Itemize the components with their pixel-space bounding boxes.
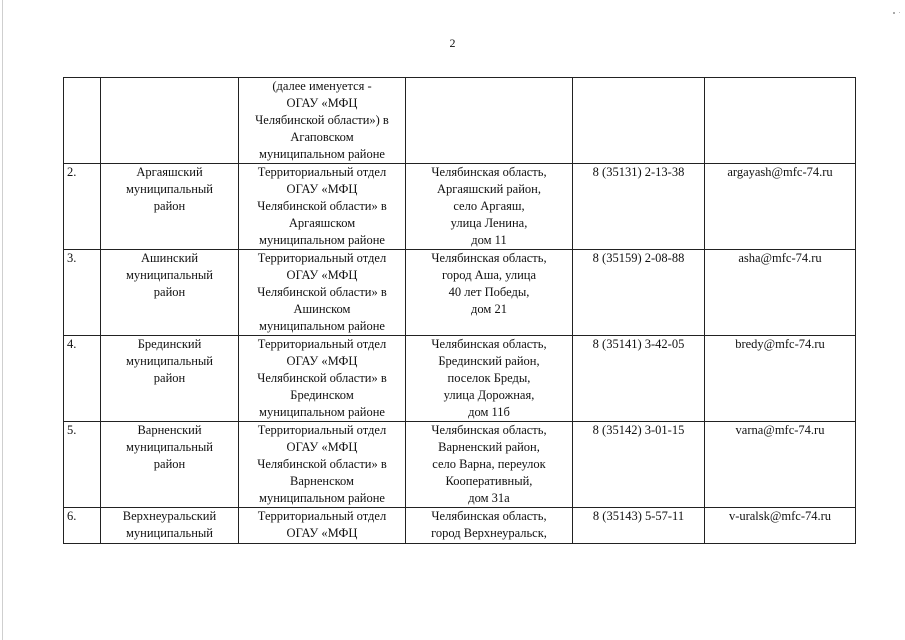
scan-speck xyxy=(899,12,900,13)
scan-speck xyxy=(893,12,895,14)
email-cell xyxy=(705,78,856,164)
district-name-cell-line: Брединский xyxy=(137,337,202,351)
phone-cell: 8 (35142) 3-01-15 xyxy=(573,422,705,508)
address-cell-line: Аргаяшский район, xyxy=(436,182,541,196)
department-cell-line: муниципальном районе xyxy=(259,147,385,161)
district-name-cell-line: район xyxy=(153,199,186,213)
address-cell-line: поселок Бреды, xyxy=(447,371,531,385)
district-name-cell-line: Аргаяшский xyxy=(136,165,203,179)
address-cell-line: Челябинская область, xyxy=(431,337,547,351)
table-row xyxy=(64,336,856,422)
table-row xyxy=(64,164,856,250)
department-cell-line: ОГАУ «МФЦ xyxy=(286,268,358,282)
address-cell-line: Челябинская область, xyxy=(431,251,547,265)
district-name-cell xyxy=(101,78,239,164)
department-cell-line: Челябинской области» в xyxy=(257,371,387,385)
address-cell-line: Кооперативный, xyxy=(445,474,533,488)
row-number-cell: 5. xyxy=(64,422,101,508)
email-cell: asha@mfc-74.ru xyxy=(705,250,856,336)
row-number-cell xyxy=(64,78,101,164)
phone-cell: 8 (35141) 3-42-05 xyxy=(573,336,705,422)
department-cell xyxy=(239,336,406,422)
address-cell-line: Челябинская область, xyxy=(431,423,547,437)
department-cell-line: муниципальном районе xyxy=(259,319,385,333)
department-cell-line: Челябинской области» в xyxy=(257,457,387,471)
mfc-offices-table xyxy=(63,77,856,544)
department-cell-line: Территориальный отдел xyxy=(257,337,387,351)
department-cell-line: муниципальном районе xyxy=(259,405,385,419)
district-name-cell-line: муниципальный xyxy=(126,182,213,196)
department-cell-line: Агаповском xyxy=(290,130,354,144)
address-cell xyxy=(406,164,573,250)
address-cell-line: дом 11б xyxy=(468,405,510,419)
address-cell-line: дом 11 xyxy=(471,233,507,247)
department-cell-line: ОГАУ «МФЦ xyxy=(286,526,358,540)
department-cell-line: Челябинской области» в xyxy=(257,199,387,213)
email-cell: v-uralsk@mfc-74.ru xyxy=(705,508,856,544)
address-cell xyxy=(406,336,573,422)
row-number-cell: 2. xyxy=(64,164,101,250)
district-name-cell-line: район xyxy=(153,285,186,299)
department-cell-line: Территориальный отдел xyxy=(257,509,387,523)
district-name-cell-line: муниципальный xyxy=(126,440,213,454)
department-cell-line: Челябинской области») в xyxy=(255,113,389,127)
row-number-cell: 4. xyxy=(64,336,101,422)
district-name-cell xyxy=(101,336,239,422)
table-row xyxy=(64,78,856,164)
address-cell-line: дом 31а xyxy=(468,491,510,505)
address-cell-line: 40 лет Победы, xyxy=(448,285,530,299)
row-number-cell: 3. xyxy=(64,250,101,336)
department-cell-line: Варненском xyxy=(290,474,354,488)
row-number-cell: 6. xyxy=(64,508,101,544)
department-cell-line: Челябинской области» в xyxy=(257,285,387,299)
district-name-cell-line: Верхнеуральский xyxy=(122,509,217,523)
table-row xyxy=(64,422,856,508)
district-name-cell xyxy=(101,164,239,250)
department-cell xyxy=(239,78,406,164)
address-cell-line: село Аргаяш, xyxy=(453,199,525,213)
table-row xyxy=(64,250,856,336)
email-cell: argayash@mfc-74.ru xyxy=(705,164,856,250)
district-name-cell-line: муниципальный xyxy=(126,354,213,368)
department-cell-line: Брединском xyxy=(290,388,354,402)
table-row xyxy=(64,508,856,544)
address-cell-line: Челябинская область, xyxy=(431,165,547,179)
phone-cell: 8 (35159) 2-08-88 xyxy=(573,250,705,336)
department-cell-line: муниципальном районе xyxy=(259,233,385,247)
department-cell-line: Территориальный отдел xyxy=(257,165,387,179)
scan-edge-line xyxy=(2,0,3,640)
address-cell-line: город Верхнеуральск, xyxy=(431,526,547,540)
district-name-cell xyxy=(101,422,239,508)
department-cell-line: ОГАУ «МФЦ xyxy=(286,440,358,454)
district-name-cell-line: муниципальный xyxy=(126,526,213,540)
department-cell-line: муниципальном районе xyxy=(259,491,385,505)
phone-cell: 8 (35131) 2-13-38 xyxy=(573,164,705,250)
address-cell-line: дом 21 xyxy=(471,302,507,316)
address-cell-line: Варненский район, xyxy=(438,440,540,454)
phone-cell xyxy=(573,78,705,164)
address-cell-line: Брединский район, xyxy=(438,354,540,368)
department-cell-line: Аргаяшском xyxy=(288,216,356,230)
department-cell xyxy=(239,422,406,508)
department-cell xyxy=(239,164,406,250)
address-cell-line: улица Ленина, xyxy=(450,216,528,230)
department-cell xyxy=(239,250,406,336)
department-cell-line: Территориальный отдел xyxy=(257,423,387,437)
district-name-cell-line: Варненский xyxy=(137,423,202,437)
address-cell-line: село Варна, переулок xyxy=(432,457,546,471)
department-cell-line: Ашинском xyxy=(293,302,351,316)
district-name-cell-line: Ашинский xyxy=(140,251,199,265)
department-cell-line: (далее именуется - xyxy=(272,79,372,93)
department-cell-line: Территориальный отдел xyxy=(257,251,387,265)
district-name-cell-line: муниципальный xyxy=(126,268,213,282)
address-cell xyxy=(406,250,573,336)
district-name-cell xyxy=(101,508,239,544)
department-cell-line: ОГАУ «МФЦ xyxy=(286,182,358,196)
address-cell-line: улица Дорожная, xyxy=(443,388,535,402)
phone-cell: 8 (35143) 5-57-11 xyxy=(573,508,705,544)
department-cell xyxy=(239,508,406,544)
page-number: 2 xyxy=(449,36,456,50)
address-cell xyxy=(406,508,573,544)
address-cell-line: город Аша, улица xyxy=(441,268,536,282)
district-name-cell-line: район xyxy=(153,457,186,471)
address-cell xyxy=(406,78,573,164)
department-cell-line: ОГАУ «МФЦ xyxy=(286,96,358,110)
address-cell xyxy=(406,422,573,508)
email-cell: varna@mfc-74.ru xyxy=(705,422,856,508)
table-body xyxy=(64,78,856,544)
department-cell-line: ОГАУ «МФЦ xyxy=(286,354,358,368)
district-name-cell-line: район xyxy=(153,371,186,385)
email-cell: bredy@mfc-74.ru xyxy=(705,336,856,422)
address-cell-line: Челябинская область, xyxy=(431,509,547,523)
district-name-cell xyxy=(101,250,239,336)
